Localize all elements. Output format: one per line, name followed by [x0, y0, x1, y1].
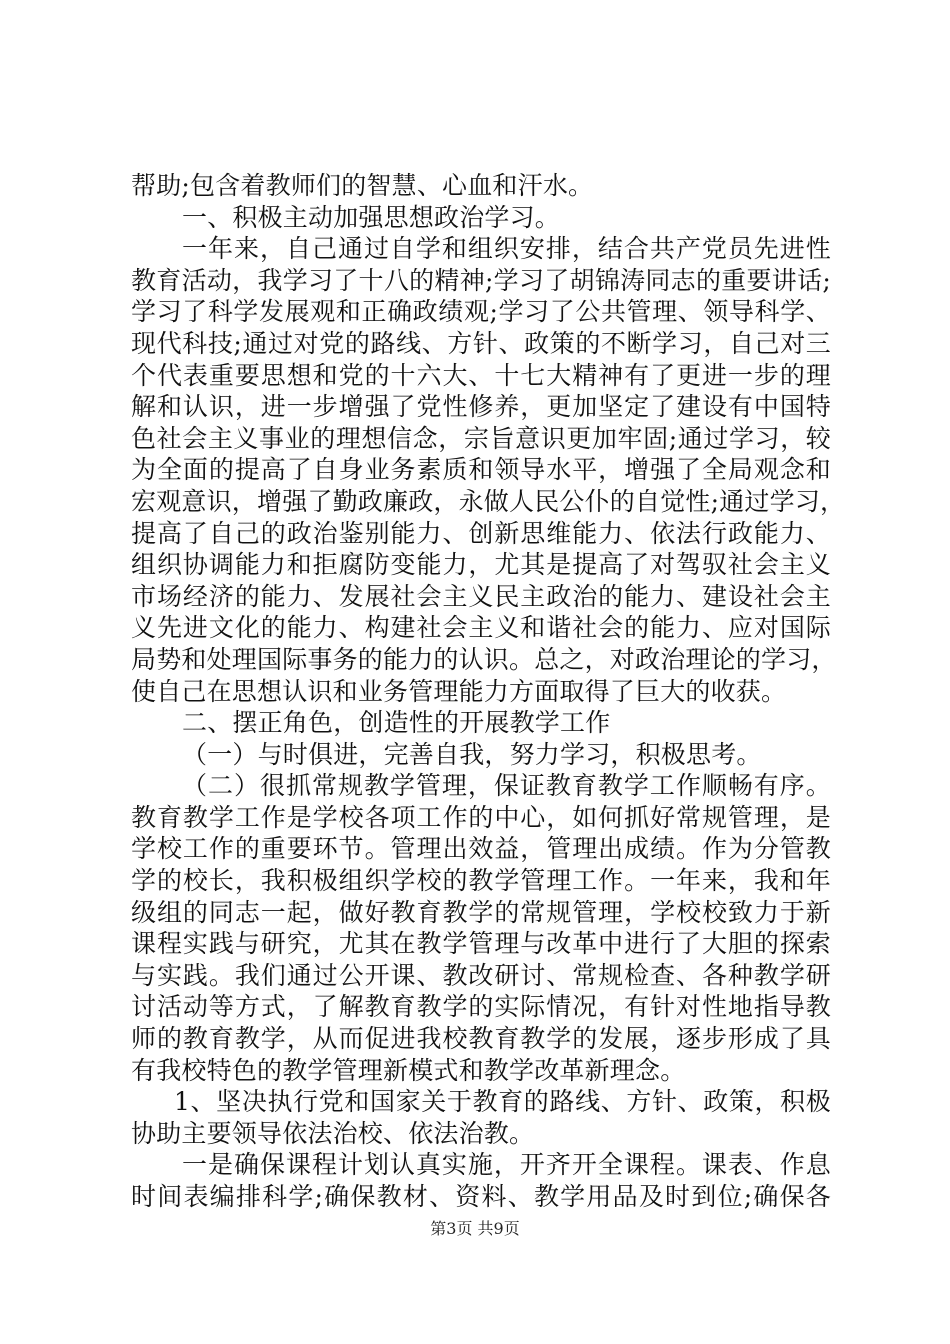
text-line: 为全面的提高了自身业务素质和领导水平，增强了全局观念和 [131, 455, 831, 485]
text-line: （一）与时俱进，完善自我，努力学习，积极思考。 [182, 739, 762, 769]
text-line: 与实践。我们通过公开课、教改研讨、常规检查、各种教学研 [131, 960, 831, 990]
text-line: 现代科技;通过对党的路线、方针、政策的不断学习，自己对三 [131, 328, 831, 358]
document-body [131, 170, 846, 1213]
text-line: 组织协调能力和拒腐防变能力，尤其是提高了对驾驭社会主义 [131, 550, 831, 580]
text-line: 帮助;包含着教师们的智慧、心血和汗水。 [131, 171, 594, 200]
text-line: 市场经济的能力、发展社会主义民主政治的能力、建设社会主 [131, 581, 831, 611]
text-line: 有我校特色的教学管理新模式和教学改革新理念。 [131, 1055, 686, 1085]
text-line: 局势和处理国际事务的能力的认识。总之，对政治理论的学习， [131, 644, 837, 674]
text-line: 一、积极主动加强思想政治学习。 [182, 202, 561, 232]
text-line: 1、坚决执行党和国家关于教育的路线、方针、政策，积极 [174, 1087, 831, 1117]
text-line: 级组的同志一起，做好教育教学的常规管理，学校校致力于新 [131, 897, 831, 927]
text-line: 学校工作的重要环节。管理出效益，管理出成绩。作为分管教 [131, 834, 831, 864]
text-line: 讨活动等方式，了解教育教学的实际情况，有针对性地指导教 [131, 992, 831, 1022]
text-line: 协助主要领导依法治校、依法治教。 [131, 1118, 535, 1148]
text-line: 个代表重要思想和党的十六大、十七大精神有了更进一步的理 [131, 360, 831, 390]
text-line: 一是确保课程计划认真实施，开齐开全课程。课表、作息 [182, 1150, 831, 1180]
text-line: （二）很抓常规教学管理，保证教育教学工作顺畅有序。 [182, 771, 831, 801]
text-line: 二、摆正角色，创造性的开展教学工作 [182, 708, 611, 738]
text-line: 学的校长，我积极组织学校的教学管理工作。一年来，我和年 [131, 866, 831, 896]
text-line: 使自己在思想认识和业务管理能力方面取得了巨大的收获。 [131, 676, 787, 706]
text-line: 色社会主义事业的理想信念，宗旨意识更加牢固;通过学习，较 [131, 423, 831, 453]
text-line: 教育活动，我学习了十八的精神;学习了胡锦涛同志的重要讲话; [131, 265, 831, 295]
text-line: 课程实践与研究，尤其在教学管理与改革中进行了大胆的探索 [131, 929, 831, 959]
text-line: 义先进文化的能力、构建社会主义和谐社会的能力、应对国际 [131, 613, 831, 643]
text-line: 教育教学工作是学校各项工作的中心，如何抓好常规管理，是 [131, 802, 831, 832]
text-line: 提高了自己的政治鉴别能力、创新思维能力、依法行政能力、 [131, 518, 831, 548]
text-line: 师的教育教学，从而促进我校教育教学的发展，逐步形成了具 [131, 1024, 831, 1054]
text-line: 学习了科学发展观和正确政绩观;学习了公共管理、领导科学、 [131, 297, 831, 327]
page-footer: 第3页 共9页 [430, 1219, 520, 1238]
text-line: 解和认识，进一步增强了党性修养，更加坚定了建设有中国特 [131, 392, 831, 422]
text-line: 一年来，自己通过自学和组织安排，结合共产党员先进性 [182, 234, 831, 264]
text-line: 宏观意识，增强了勤政廉政，永做人民公仆的自觉性;通过学习， [131, 486, 846, 516]
text-line: 时间表编排科学;确保教材、资料、教学用品及时到位;确保各 [131, 1182, 831, 1211]
